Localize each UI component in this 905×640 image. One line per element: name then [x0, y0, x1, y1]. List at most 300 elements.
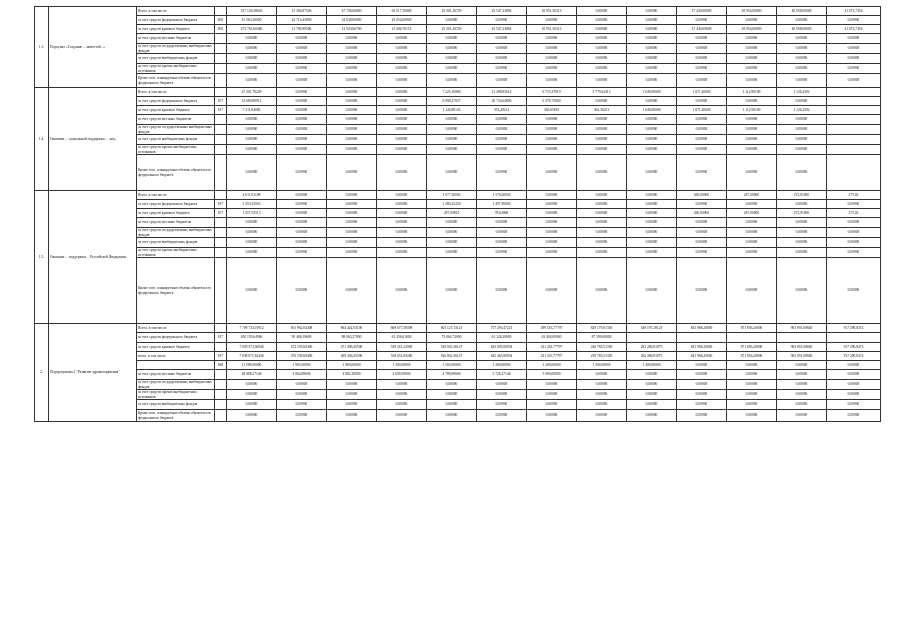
amount-cell: 25 547,23884 [477, 25, 527, 34]
amount-cell: 528 045,36147 [427, 343, 477, 352]
amount-cell: 0,00000 [577, 125, 627, 135]
amount-cell: 0,00000 [527, 115, 577, 125]
table-row [35, 209, 881, 218]
amount-cell: 0,00000 [577, 258, 627, 324]
amount-cell: 240 783,51350 [577, 343, 627, 352]
amount-cell [827, 97, 881, 106]
amount-cell: 0,00000 [577, 200, 627, 209]
amount-cell: 20 734,64800 [477, 97, 527, 106]
amount-cell: 1 126,89143 [427, 106, 477, 115]
funding-source-label: за счет средств прочих внебюджетных источников [137, 64, 215, 74]
amount-cell: 0,00000 [327, 145, 377, 155]
amount-cell: 1 400,00000 [627, 361, 677, 370]
amount-cell: 0,00000 [627, 115, 677, 125]
amount-cell: 0,00000 [377, 200, 427, 209]
amount-cell: 0,00000 [327, 125, 377, 135]
amount-cell: 0,00000 [677, 238, 727, 248]
amount-cell: 0,00000 [777, 44, 827, 54]
amount-cell: 0,00000 [527, 34, 577, 44]
amount-cell: 0,00000 [677, 370, 727, 380]
amount-cell: 0,00000 [827, 200, 881, 209]
amount-cell: 0,00000 [527, 209, 577, 218]
amount-cell: 0,00000 [477, 228, 527, 238]
amount-cell: 0,00000 [677, 218, 727, 228]
budget-code [215, 390, 227, 400]
table-row [35, 238, 881, 248]
amount-cell: 0,00000 [627, 34, 677, 44]
amount-cell: 0,00000 [727, 74, 777, 88]
amount-cell: 0,00000 [527, 258, 577, 324]
amount-cell: 29 954,00000 [727, 25, 777, 34]
amount-cell: 0,00000 [477, 410, 527, 422]
amount-cell: 0,00000 [677, 248, 727, 258]
amount-cell: 0,00000 [627, 258, 677, 324]
amount-cell: 0,00000 [577, 248, 627, 258]
budget-table [34, 6, 881, 422]
amount-cell: 0,00000 [577, 370, 627, 380]
table-row [35, 248, 881, 258]
amount-cell: 0,00000 [677, 200, 727, 209]
table-row [35, 352, 881, 361]
funding-source-label: за счет средств прочих внебюджетных источников [137, 248, 215, 258]
amount-cell: 0,00000 [727, 145, 777, 155]
amount-cell: 273 765,60460 [227, 25, 277, 34]
amount-cell: 871 856,20000 [727, 343, 777, 352]
table-row [35, 44, 881, 54]
amount-cell: 0,00000 [527, 145, 577, 155]
amount-cell: 0,00000 [727, 238, 777, 248]
amount-cell: 0,00000 [777, 200, 827, 209]
amount-cell: 25 301,26729 [427, 25, 477, 34]
amount-cell: 0,00000 [277, 380, 327, 390]
amount-cell: 40 958,60000 [777, 7, 827, 16]
funding-source-label: Кроме того, планируемые объемы обязательств федерального бюджета [137, 258, 215, 324]
amount-cell: 0,00000 [427, 228, 477, 238]
funding-source-label: Кроме того, планируемые объемы обязательств федерального бюджета [137, 74, 215, 88]
amount-cell: 5 900,00000 [527, 370, 577, 380]
amount-cell: 0,00000 [627, 155, 677, 191]
amount-cell: 0,00000 [677, 16, 727, 25]
amount-cell: 0,00000 [627, 74, 677, 88]
amount-cell: 0,00000 [527, 155, 577, 191]
amount-cell: 260,00000 [677, 209, 727, 218]
funding-source-label: за счет средств федерального бюджета [137, 333, 215, 343]
amount-cell: 0,00000 [527, 16, 577, 25]
amount-cell: 469 346,45500 [327, 352, 377, 361]
amount-cell: 0,00000 [477, 218, 527, 228]
amount-cell: 0,00000 [377, 218, 427, 228]
amount-cell: 0,00000 [277, 97, 327, 106]
amount-cell: 0,00000 [327, 209, 377, 218]
amount-cell: 0,00000 [277, 218, 327, 228]
budget-code [215, 343, 227, 352]
amount-cell: 0,00000 [377, 258, 427, 324]
table-row [35, 54, 881, 64]
amount-cell: 0,00000 [327, 191, 377, 200]
amount-cell: 0,00000 [277, 125, 327, 135]
budget-code [215, 54, 227, 64]
amount-cell: 0,00000 [427, 218, 477, 228]
amount-cell: 3 353,53503 [227, 200, 277, 209]
amount-cell: 0,00000 [527, 44, 577, 54]
budget-code [215, 155, 227, 191]
amount-cell: 0,00000 [227, 390, 277, 400]
amount-cell: 0,00000 [527, 74, 577, 88]
table-row [35, 125, 881, 135]
amount-cell: 0,00000 [577, 44, 627, 54]
amount-cell: 917 290,8474 [827, 352, 881, 361]
amount-cell: 0,00000 [727, 200, 777, 209]
amount-cell: 27 440,00000 [677, 25, 727, 34]
amount-cell: 0,00000 [377, 209, 427, 218]
amount-cell: 0,00000 [427, 238, 477, 248]
budget-code [215, 380, 227, 390]
budget-code: 803 [215, 25, 227, 34]
amount-cell: 0,00000 [427, 410, 477, 422]
amount-cell: 0,00000 [377, 191, 427, 200]
amount-cell: 0,00000 [827, 410, 881, 422]
amount-cell: 0,00000 [627, 191, 677, 200]
amount-cell: 317 126,58643 [227, 7, 277, 16]
amount-cell: 0,00000 [327, 400, 377, 410]
budget-code [215, 191, 227, 200]
program-name: Подпрограмма 2 "Развитие здравоохранения" [49, 324, 137, 422]
amount-cell: 0,00000 [627, 400, 677, 410]
amount-cell: 1 497,96000 [477, 200, 527, 209]
amount-cell: 669 677,58398 [377, 324, 427, 333]
amount-cell [727, 333, 777, 343]
amount-cell: 0,00000 [627, 125, 677, 135]
amount-cell: 0,00000 [827, 370, 881, 380]
amount-cell: 472 193,60400 [277, 343, 327, 352]
amount-cell: 0,00000 [277, 410, 327, 422]
amount-cell: 0,00000 [577, 209, 627, 218]
amount-cell: 0,00000 [377, 228, 427, 238]
funding-source-label: за счет средств федерального бюджета [137, 97, 215, 106]
amount-cell: 4 789,89600 [427, 370, 477, 380]
amount-cell: 0,00000 [427, 155, 477, 191]
amount-cell: 0,00000 [727, 125, 777, 135]
amount-cell: 0,00000 [527, 54, 577, 64]
amount-cell: 0,00000 [477, 64, 527, 74]
amount-cell: 0,00000 [827, 218, 881, 228]
amount-cell: 0,00000 [527, 228, 577, 238]
table-row [35, 135, 881, 145]
amount-cell: 0,00000 [227, 228, 277, 238]
funding-source-label: за счет средств краевого бюджета [137, 106, 215, 115]
amount-cell: 0,00000 [377, 380, 427, 390]
table-row [35, 333, 881, 343]
amount-cell: 539 451,22900 [377, 343, 427, 352]
amount-cell: 0,00000 [627, 218, 677, 228]
amount-cell: 3 726,27146 [477, 370, 527, 380]
amount-cell: 0,00000 [627, 248, 677, 258]
amount-cell: 1 280,25220 [427, 200, 477, 209]
amount-cell: 841 968,20000 [677, 343, 727, 352]
amount-cell: 0,00000 [727, 115, 777, 125]
amount-cell: 0,00000 [577, 410, 627, 422]
amount-cell: 0,00000 [327, 218, 377, 228]
amount-cell: 0,00000 [427, 44, 477, 54]
amount-cell: 0,00000 [727, 390, 777, 400]
budget-code [215, 125, 227, 135]
amount-cell: 275,02 [827, 209, 881, 218]
amount-cell: 33 680,89912 [227, 97, 277, 106]
amount-cell: 0,00000 [327, 248, 377, 258]
amount-cell: 0,00000 [427, 54, 477, 64]
funding-source-label: за счет средств краевого бюджета [137, 25, 215, 34]
amount-cell: 11 599,00000 [227, 361, 277, 370]
amount-cell: 0,00000 [377, 115, 427, 125]
amount-cell: 0,00000 [727, 410, 777, 422]
amount-cell: 0,00000 [477, 125, 527, 135]
amount-cell: 526 842,36147 [427, 352, 477, 361]
amount-cell: 1 500,00000 [577, 361, 627, 370]
budget-code [215, 34, 227, 44]
amount-cell: 25 547,23884 [477, 7, 527, 16]
amount-cell: 0,00000 [827, 74, 881, 88]
funding-source-label: за счет средств государственных внебюджетных фондов [137, 380, 215, 390]
amount-cell: 0,00000 [777, 155, 827, 191]
amount-cell: 0,00000 [527, 64, 577, 74]
amount-cell: 0,00000 [777, 34, 827, 44]
table-row [35, 97, 881, 106]
amount-cell: 1 203,00000 [427, 361, 477, 370]
amount-cell: 0,00000 [677, 410, 727, 422]
amount-cell [827, 333, 881, 343]
amount-cell: 0,00000 [277, 88, 327, 97]
amount-cell [827, 125, 881, 135]
amount-cell: 603 127,13121 [427, 324, 477, 333]
amount-cell: 0,00000 [677, 115, 727, 125]
amount-cell: 0,00000 [777, 380, 827, 390]
amount-cell: 28 808,27148 [227, 370, 277, 380]
amount-cell: 1 126,2502 [777, 106, 827, 115]
funding-source-label: за счет средств местных бюджетов [137, 218, 215, 228]
amount-cell: 0,00000 [727, 155, 777, 191]
amount-cell: 0,00000 [777, 125, 827, 135]
amount-cell: 0,00000 [577, 64, 627, 74]
amount-cell: 47 158,66000 [327, 7, 377, 16]
amount-cell: 0,00000 [277, 400, 327, 410]
amount-cell: 917 290,8474 [827, 324, 881, 333]
amount-cell: 0,00000 [227, 410, 277, 422]
budget-code: 803 [215, 16, 227, 25]
amount-cell: 0,00000 [477, 135, 527, 145]
amount-cell: 0,00000 [477, 145, 527, 155]
amount-cell: 0,00000 [777, 145, 827, 155]
amount-cell: 0,00000 [777, 361, 827, 370]
amount-cell: 0,00000 [327, 155, 377, 191]
amount-cell: 0,00000 [227, 54, 277, 64]
amount-cell: 0,00000 [827, 238, 881, 248]
table-row [35, 400, 881, 410]
amount-cell: 0,00000 [777, 115, 827, 125]
amount-cell: 0,00000 [227, 400, 277, 410]
table-row [35, 155, 881, 191]
amount-cell: 0,00000 [577, 238, 627, 248]
amount-cell: 864 442,03100 [327, 324, 377, 333]
funding-source-label: всего, в том числе [137, 352, 215, 361]
amount-cell: 0,00000 [427, 248, 477, 258]
amount-cell: 0,00000 [527, 390, 577, 400]
table-row [35, 218, 881, 228]
amount-cell: 272,91000 [777, 191, 827, 200]
amount-cell: 0,00000 [227, 115, 277, 125]
amount-cell: 0,00000 [277, 258, 327, 324]
amount-cell: 0,00000 [577, 135, 627, 145]
amount-cell: 0,00000 [427, 145, 477, 155]
amount-cell: 0,00000 [527, 410, 577, 422]
table-row [35, 74, 881, 88]
amount-cell: 1 577,30002 [427, 191, 477, 200]
amount-cell: 841 968,20000 [677, 324, 727, 333]
amount-cell: 0,00000 [577, 97, 627, 106]
budget-code [215, 88, 227, 97]
row-index: 2. [35, 324, 49, 422]
amount-cell: 0,00000 [327, 200, 377, 209]
amount-cell: 645 465,80954 [477, 352, 527, 361]
amount-cell: 267,00000 [727, 191, 777, 200]
amount-cell: 538 031,00200 [377, 352, 427, 361]
amount-cell: 0,00000 [327, 390, 377, 400]
amount-cell [677, 333, 727, 343]
amount-cell: 0,00000 [327, 54, 377, 64]
budget-code [215, 44, 227, 54]
amount-cell: 0,00000 [477, 34, 527, 44]
budget-code: 817 [215, 97, 227, 106]
amount-cell: 24 714,43000 [277, 16, 327, 25]
amount-cell: 0,00000 [677, 390, 727, 400]
amount-cell: 0,00000 [527, 191, 577, 200]
amount-cell [827, 115, 881, 125]
amount-cell: 0,00000 [627, 16, 677, 25]
amount-cell: 0,00000 [277, 106, 327, 115]
amount-cell: 903 091,08840 [777, 324, 827, 333]
amount-cell: 88 063,27900 [327, 333, 377, 343]
amount-cell: 917 290,8474 [827, 343, 881, 352]
funding-source-label: за счет средств государственных внебюджетных фондов [137, 228, 215, 238]
amount-cell: 0,00000 [777, 258, 827, 324]
amount-cell: 0,00000 [377, 410, 427, 422]
amount-cell: 829 179,61350 [577, 324, 627, 333]
amount-cell: 25 301,26729 [427, 7, 477, 16]
amount-cell [827, 106, 881, 115]
amount-cell: 0,00000 [377, 145, 427, 155]
amount-cell: 0,00000 [477, 400, 527, 410]
amount-cell: 0,00000 [227, 34, 277, 44]
amount-cell: 0,00000 [477, 54, 527, 64]
amount-cell: 0,00000 [327, 44, 377, 54]
funding-source-label: Кроме того, планируемые объемы обязательств федерального бюджета [137, 410, 215, 422]
amount-cell: 0,00000 [527, 248, 577, 258]
amount-cell: 0,00000 [427, 34, 477, 44]
amount-cell: 0,00000 [527, 200, 577, 209]
budget-code: 848 [215, 361, 227, 370]
amount-cell: 0,00000 [677, 400, 727, 410]
budget-code [215, 410, 227, 422]
amount-cell: 0,00000 [677, 54, 727, 64]
amount-cell: 4 882,29000 [327, 370, 377, 380]
amount-cell: 0,00000 [377, 155, 427, 191]
amount-cell: 470 190,60400 [277, 352, 327, 361]
amount-cell: 0,00000 [627, 7, 677, 16]
amount-cell: 0,00000 [627, 64, 677, 74]
budget-code [215, 238, 227, 248]
budget-code [215, 228, 227, 238]
amount-cell: 0,00000 [527, 125, 577, 135]
table-row [35, 380, 881, 390]
amount-cell: 0,00000 [827, 228, 881, 238]
amount-cell: 1 200,00000 [477, 361, 527, 370]
amount-cell: 1 905,00000 [277, 361, 327, 370]
amount-cell: 0,00000 [477, 380, 527, 390]
amount-cell: 272,91000 [777, 209, 827, 218]
amount-cell: 0,00000 [327, 115, 377, 125]
funding-source-label: за счет средств краевого бюджета [137, 209, 215, 218]
amount-cell: 0,00000 [277, 200, 327, 209]
amount-cell: 903 091,08840 [777, 352, 827, 361]
amount-cell: 0,00000 [327, 228, 377, 238]
budget-code [215, 370, 227, 380]
program-name: Оказание ... социальной поддержки ... лиц... [49, 88, 137, 191]
amount-cell: 0,00000 [277, 155, 327, 191]
amount-cell: 0,00000 [227, 145, 277, 155]
funding-source-label: за счет средств местных бюджетов [137, 34, 215, 44]
amount-cell: 411 452,77797 [527, 343, 577, 352]
table-body [35, 7, 881, 422]
amount-cell: 0,00000 [377, 135, 427, 145]
amount-cell [827, 155, 881, 191]
amount-cell: 0,00000 [577, 74, 627, 88]
amount-cell: 0,00000 [377, 74, 427, 88]
amount-cell: 0,00000 [727, 370, 777, 380]
budget-code: 817 [215, 352, 227, 361]
amount-cell: 0,00000 [227, 135, 277, 145]
table-row [35, 324, 881, 333]
amount-cell: 0,00000 [277, 228, 327, 238]
amount-cell: 0,00000 [477, 258, 527, 324]
amount-cell: 0,00000 [777, 135, 827, 145]
amount-cell: 0,00000 [277, 74, 327, 88]
amount-cell: 239 783,51350 [577, 352, 627, 361]
table-row [35, 16, 881, 25]
amount-cell: 0,00000 [827, 361, 881, 370]
amount-cell: 0,00000 [677, 135, 727, 145]
amount-cell: 0,00000 [727, 64, 777, 74]
amount-cell: 645 695,00954 [477, 343, 527, 352]
amount-cell: 1 960,00000 [327, 361, 377, 370]
amount-cell: 0,00000 [577, 400, 627, 410]
amount-cell: 0,00000 [777, 16, 827, 25]
amount-cell: 0,00000 [727, 380, 777, 390]
amount-cell: 411 310,77797 [527, 352, 577, 361]
amount-cell [827, 135, 881, 145]
amount-cell: 1 112,90190 [727, 106, 777, 115]
amount-cell: 47 201,70239 [227, 88, 277, 97]
amount-cell: 0,00000 [427, 74, 477, 88]
amount-cell: 0,00000 [477, 390, 527, 400]
row-index: 1.4. [35, 88, 49, 191]
amount-cell [827, 88, 881, 97]
amount-cell: 0,00000 [727, 97, 777, 106]
amount-cell: 0,00000 [627, 228, 677, 238]
table-row [35, 145, 881, 155]
amount-cell: 0,00000 [527, 135, 577, 145]
amount-cell: 561 962,04408 [277, 324, 327, 333]
funding-source-label: Всего, в том числе [137, 324, 215, 333]
amount-cell: 0,00000 [227, 155, 277, 191]
